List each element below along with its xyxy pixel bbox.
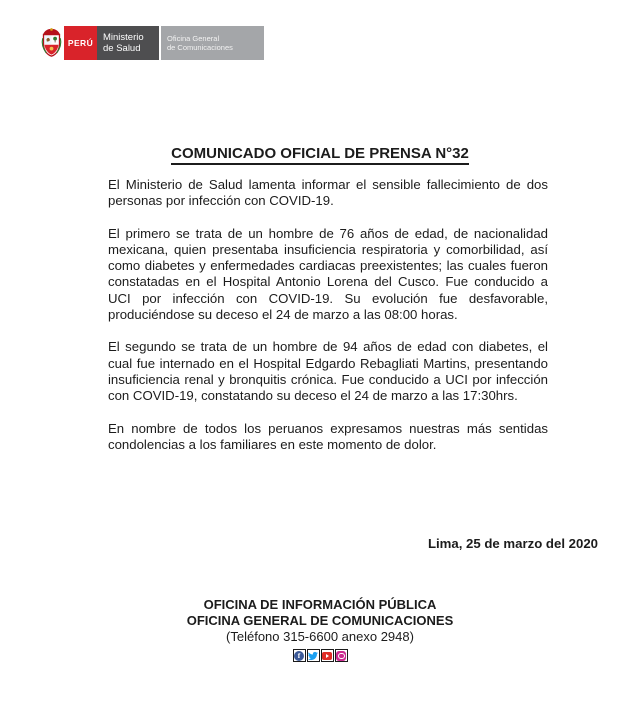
office-badge (161, 26, 264, 60)
minsa-header-logo (38, 26, 264, 60)
youtube-icon[interactable] (321, 649, 334, 662)
facebook-icon[interactable]: f (293, 649, 306, 662)
footer-office-general: OFICINA GENERAL DE COMUNICACIONES (186, 613, 454, 628)
ministry-label-line1: Ministerio (103, 32, 144, 43)
paragraph-condolences: En nombre de todos los peruanos expresamos nuestras más sentidas condolencias a los familiares en este momento de dolor. (108, 420, 548, 452)
paragraph-second-case: El segundo se trata de un hombre de 94 años de edad con diabetes, el cual fue internado en el Hospital Edgardo Rebagliati Martins, presentando insuficiencia renal y bronquitis crónica. Fue conducido a UCI por infección con COVID-19, constatando su deceso el 24 de marzo a las 17:30hrs. (108, 339, 548, 404)
peru-brand-badge (64, 26, 97, 60)
press-release-body (108, 177, 548, 469)
office-label-line1: Oficina General (167, 33, 220, 43)
instagram-icon[interactable] (335, 649, 348, 662)
peru-brand-label: PERÚ (67, 38, 94, 48)
twitter-icon[interactable] (307, 649, 320, 662)
dateline: Lima, 25 de marzo del 2020 (427, 536, 598, 551)
footer-office-info: OFICINA DE INFORMACIÓN PÚBLICA (203, 597, 437, 612)
office-label-line2: de Comunicaciones (167, 43, 233, 52)
footer-phone: (Teléfono 315-6600 anexo 2948) (226, 629, 414, 644)
paragraph-first-case: El primero se trata de un hombre de 76 años de edad, de nacionalidad mexicana, quien presentaba insuficiencia respiratoria y comorbilidad, así como diabetes y enfermedades cardiacas preexistentes; las cuales fueron constatadas en el Hospital Antonio Lorena del Cusco. Fue conducido a UCI por infección con COVID-19. Su evolución fue desfavorable, produciéndose su deceso el 24 de marzo a las 08:00 horas. (108, 225, 548, 323)
peru-coat-of-arms-icon (38, 26, 64, 60)
document-footer (0, 597, 640, 662)
social-icons-row (0, 649, 640, 662)
ministry-label-line2: de Salud (103, 43, 141, 54)
paragraph-intro: El Ministerio de Salud lamenta informar el sensible fallecimiento de dos personas por infección con COVID-19. (108, 177, 548, 209)
press-release-title-wrap (0, 145, 640, 165)
page-title: COMUNICADO OFICIAL DE PRENSA N°32 (171, 145, 469, 165)
ministry-badge (97, 26, 159, 60)
